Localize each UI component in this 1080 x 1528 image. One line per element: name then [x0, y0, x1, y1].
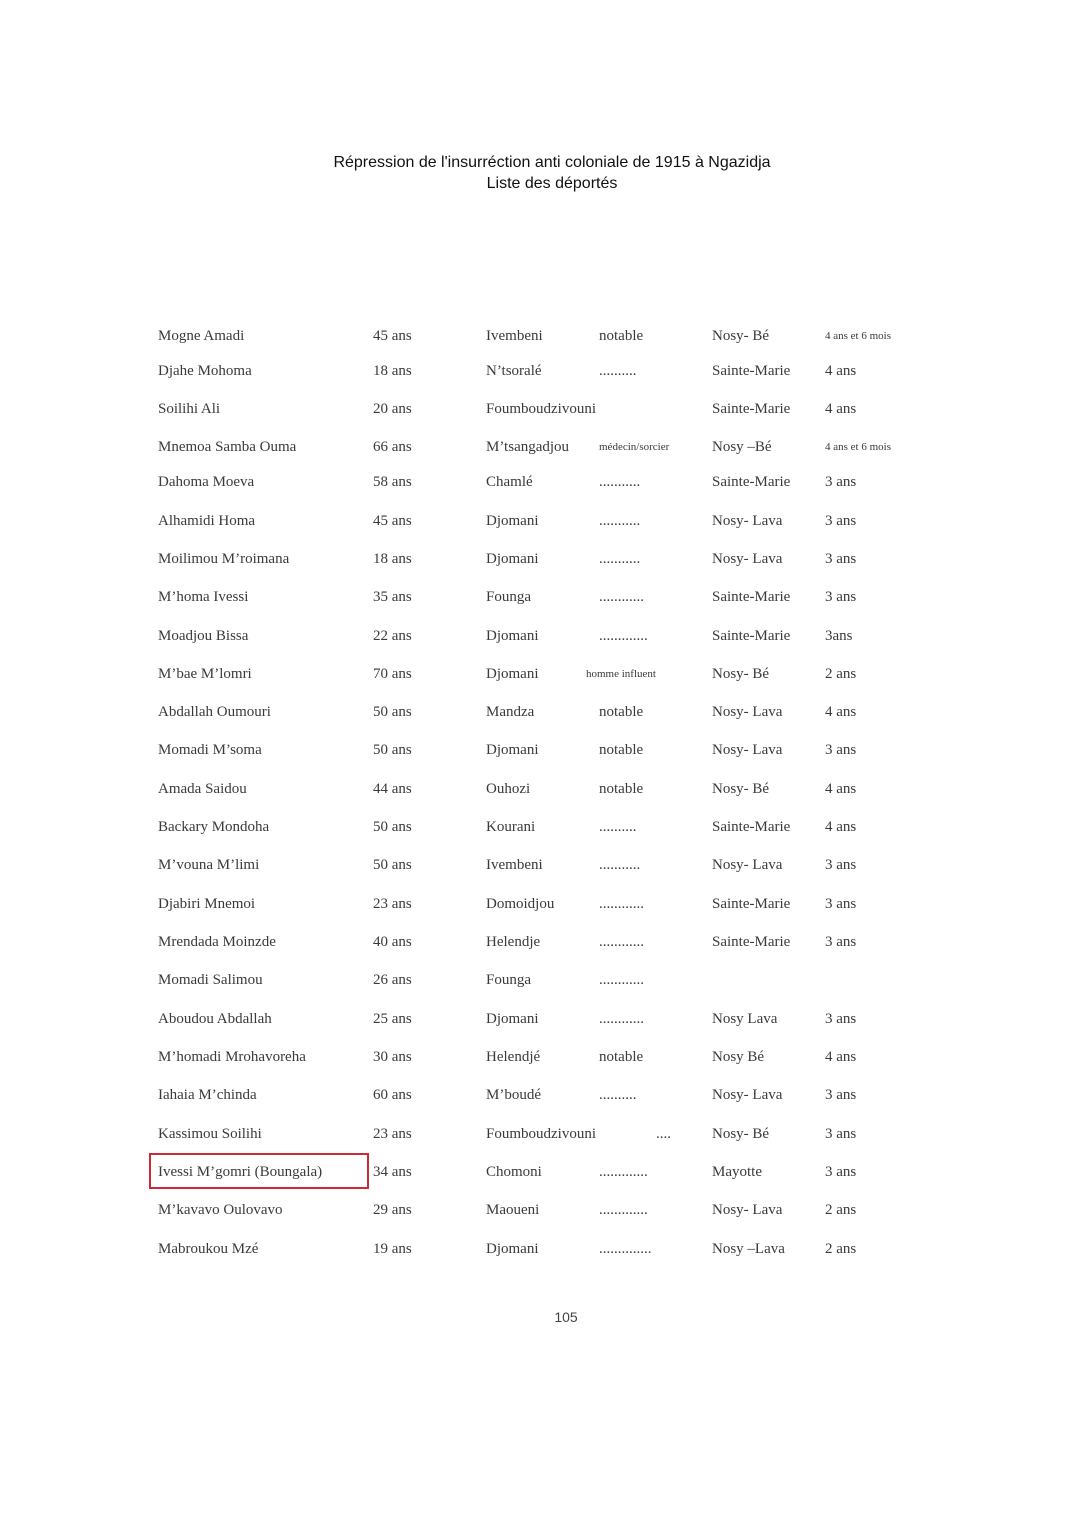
deportee-status: notable: [599, 781, 644, 797]
deportee-village: Ouhozi: [486, 781, 531, 797]
deportee-village: Djomani: [486, 628, 539, 644]
table-row: [0, 360, 1080, 382]
deportee-age: 22 ans: [373, 628, 412, 644]
table-row: [0, 663, 1080, 685]
deportee-village: N’tsoralé: [486, 363, 542, 379]
table-row: [0, 893, 1080, 915]
deportee-age: 25 ans: [373, 1011, 412, 1027]
deportee-term: 2 ans: [825, 666, 857, 682]
deportee-name: Backary Mondoha: [158, 819, 270, 835]
deportee-status: notable: [599, 1049, 644, 1065]
deportee-status: ....: [656, 1126, 671, 1142]
table-row: [0, 854, 1080, 876]
deportee-destination: Sainte-Marie: [712, 363, 791, 379]
deportee-age: 23 ans: [373, 896, 412, 912]
deportee-name: Momadi Salimou: [158, 972, 263, 988]
deportee-name: Soilihi Ali: [158, 401, 221, 417]
table-row: [0, 1046, 1080, 1068]
table-row: [0, 1238, 1080, 1260]
deportee-name: Amada Saidou: [158, 781, 247, 797]
deportee-status: ..........: [599, 819, 637, 835]
deportee-status: .............: [599, 1202, 648, 1218]
deportee-destination: Nosy- Bé: [712, 1126, 770, 1142]
deportee-destination: Nosy- Bé: [712, 328, 770, 344]
deportee-age: 26 ans: [373, 972, 412, 988]
deportee-destination: Sainte-Marie: [712, 819, 791, 835]
deportee-destination: Nosy- Lava: [712, 551, 783, 567]
deportee-village: M’boudé: [486, 1087, 541, 1103]
deportee-destination: Nosy Bé: [712, 1049, 765, 1065]
deportee-name: Dahoma Moeva: [158, 474, 255, 490]
deportee-age: 50 ans: [373, 819, 412, 835]
deportee-status: ..........: [599, 1087, 637, 1103]
table-row: [0, 398, 1080, 420]
deportee-status: notable: [599, 704, 644, 720]
table-row: [0, 548, 1080, 570]
deportee-destination: Sainte-Marie: [712, 589, 791, 605]
deportee-village: Helendjé: [486, 1049, 541, 1065]
deportee-village: Foumboudzivouni: [486, 1126, 597, 1142]
deportee-name: Ivessi M’gomri (Boungala): [158, 1164, 323, 1180]
deportee-term: 3 ans: [825, 857, 857, 873]
deportee-age: 29 ans: [373, 1202, 412, 1218]
deportee-village: Chamlé: [486, 474, 533, 490]
deportee-destination: Sainte-Marie: [712, 474, 791, 490]
header-subtitle: Liste des déportés: [486, 175, 618, 192]
deportee-village: Djomani: [486, 551, 539, 567]
header-title: Répression de l'insurréction anti coloniale de 1915 à Ngazidja: [333, 154, 771, 171]
deportee-name: Moadjou Bissa: [158, 628, 249, 644]
table-row: [0, 1123, 1080, 1145]
deportee-age: 34 ans: [373, 1164, 412, 1180]
deportee-age: 18 ans: [373, 551, 412, 567]
deportee-village: Founga: [486, 589, 531, 605]
deportee-age: 66 ans: [373, 439, 412, 455]
deportee-destination: Sainte-Marie: [712, 896, 791, 912]
deportee-name: Alhamidi Homa: [158, 513, 256, 529]
deportee-name: Kassimou Soilihi: [158, 1126, 262, 1142]
table-row: [0, 325, 1080, 347]
deportee-status: ............: [599, 589, 644, 605]
table-row: [0, 778, 1080, 800]
deportee-age: 23 ans: [373, 1126, 412, 1142]
deportee-age: 20 ans: [373, 401, 412, 417]
deportee-age: 19 ans: [373, 1241, 412, 1257]
deportee-village: Maoueni: [486, 1202, 540, 1218]
deportee-name: Iahaia M’chinda: [158, 1087, 257, 1103]
deportee-age: 40 ans: [373, 934, 412, 950]
deportee-status: ............: [599, 972, 644, 988]
deportee-status: ...........: [599, 513, 641, 529]
table-row: [0, 586, 1080, 608]
deportee-name: Mnemoa Samba Ouma: [158, 439, 297, 455]
deportee-status: ...........: [599, 474, 641, 490]
deportee-destination: Mayotte: [712, 1164, 762, 1180]
deportee-village: Helendje: [486, 934, 541, 950]
deportee-name: M’homadi Mrohavoreha: [158, 1049, 306, 1065]
deportee-term: 3 ans: [825, 589, 857, 605]
deportee-status: ............: [599, 934, 644, 950]
deportee-status: ..............: [599, 1241, 652, 1257]
deportee-name: M’homa Ivessi: [158, 589, 249, 605]
deportee-status: ...........: [599, 551, 641, 567]
deportee-age: 50 ans: [373, 704, 412, 720]
deportee-age: 45 ans: [373, 513, 412, 529]
table-row: [0, 969, 1080, 991]
deportee-term: 4 ans: [825, 363, 857, 379]
deportee-destination: Sainte-Marie: [712, 628, 791, 644]
deportee-destination: Nosy- Lava: [712, 1202, 783, 1218]
deportee-status: .............: [599, 628, 648, 644]
deportee-age: 45 ans: [373, 328, 412, 344]
deportee-village: Chomoni: [486, 1164, 542, 1180]
deportee-name: Moilimou M’roimana: [158, 551, 290, 567]
table-row: [0, 471, 1080, 493]
deportee-name: M’kavavo Oulovavo: [158, 1202, 283, 1218]
deportee-term: 3ans: [825, 628, 853, 644]
deportee-village: Djomani: [486, 513, 539, 529]
deportee-village: M’tsangadjou: [486, 439, 570, 455]
page-number: 105: [554, 1309, 578, 1325]
deportee-age: 18 ans: [373, 363, 412, 379]
table-row: [0, 1008, 1080, 1030]
deportee-age: 35 ans: [373, 589, 412, 605]
deportee-village: Foumboudzivouni: [486, 401, 597, 417]
deportee-destination: Sainte-Marie: [712, 934, 791, 950]
table-row: [0, 816, 1080, 838]
deportee-name: Djabiri Mnemoi: [158, 896, 256, 912]
deportee-term: 3 ans: [825, 1164, 857, 1180]
deportee-term: 2 ans: [825, 1241, 857, 1257]
table-row: [0, 436, 1080, 458]
deportee-name: Djahe Mohoma: [158, 363, 252, 379]
deportee-name: Mrendada Moinzde: [158, 934, 276, 950]
deportee-term: 3 ans: [825, 742, 857, 758]
deportee-destination: Nosy- Lava: [712, 1087, 783, 1103]
deportee-destination: Nosy- Bé: [712, 781, 770, 797]
deportee-status: ............: [599, 1011, 644, 1027]
deportee-term: 3 ans: [825, 513, 857, 529]
deportee-term: 4 ans: [825, 1049, 857, 1065]
deportee-name: M’bae M’lomri: [158, 666, 252, 682]
deportee-village: Founga: [486, 972, 531, 988]
deportee-age: 50 ans: [373, 742, 412, 758]
table-row: [0, 931, 1080, 953]
deportee-term: 3 ans: [825, 1126, 857, 1142]
deportee-status: notable: [599, 742, 644, 758]
table-row: [0, 625, 1080, 647]
deportee-term: 4 ans et 6 mois: [825, 441, 891, 453]
deportee-village: Ivembeni: [486, 857, 543, 873]
deportee-village: Domoidjou: [486, 896, 555, 912]
deportee-destination: Nosy- Lava: [712, 513, 783, 529]
deportee-age: 44 ans: [373, 781, 412, 797]
deportee-name: Mabroukou Mzé: [158, 1241, 259, 1257]
deportee-status: .............: [599, 1164, 648, 1180]
deportee-age: 30 ans: [373, 1049, 412, 1065]
deportee-village: Djomani: [486, 666, 539, 682]
deportee-age: 50 ans: [373, 857, 412, 873]
deportee-village: Mandza: [486, 704, 535, 720]
deportee-name: Momadi M’soma: [158, 742, 262, 758]
deportee-destination: Nosy- Lava: [712, 742, 783, 758]
deportee-village: Djomani: [486, 1011, 539, 1027]
deportee-name: Mogne Amadi: [158, 328, 245, 344]
deportee-status: notable: [599, 328, 644, 344]
deportee-term: 4 ans: [825, 819, 857, 835]
deportee-status: ..........: [599, 363, 637, 379]
deportee-term: 3 ans: [825, 551, 857, 567]
deportee-village: Ivembeni: [486, 328, 543, 344]
table-row: [0, 1199, 1080, 1221]
deportee-age: 58 ans: [373, 474, 412, 490]
deportee-destination: Nosy- Bé: [712, 666, 770, 682]
deportee-destination: Nosy- Lava: [712, 704, 783, 720]
table-row: [0, 739, 1080, 761]
deportee-status: médecin/sorcier: [599, 441, 670, 453]
deportee-term: 4 ans: [825, 781, 857, 797]
table-row: [0, 510, 1080, 532]
deportee-village: Djomani: [486, 742, 539, 758]
highlight-box: [149, 1153, 369, 1189]
deportee-name: M’vouna M’limi: [158, 857, 260, 873]
deportee-status: ............: [599, 896, 644, 912]
deportee-destination: Sainte-Marie: [712, 401, 791, 417]
deportee-destination: Nosy Lava: [712, 1011, 778, 1027]
deportee-term: 4 ans: [825, 401, 857, 417]
deportee-status: ...........: [599, 857, 641, 873]
deportee-village: Kourani: [486, 819, 536, 835]
deportee-name: Abdallah Oumouri: [158, 704, 271, 720]
deportee-term: 2 ans: [825, 1202, 857, 1218]
table-row: [0, 1084, 1080, 1106]
deportee-age: 60 ans: [373, 1087, 412, 1103]
deportee-term: 4 ans et 6 mois: [825, 330, 891, 342]
deportee-name: Aboudou Abdallah: [158, 1011, 272, 1027]
deportee-status: homme influent: [586, 668, 656, 680]
deportee-destination: Nosy- Lava: [712, 857, 783, 873]
deportee-term: 3 ans: [825, 474, 857, 490]
deportee-term: 3 ans: [825, 1011, 857, 1027]
deportee-term: 4 ans: [825, 704, 857, 720]
deportee-term: 3 ans: [825, 896, 857, 912]
deportee-term: 3 ans: [825, 1087, 857, 1103]
table-row: [0, 701, 1080, 723]
deportee-age: 70 ans: [373, 666, 412, 682]
deportee-destination: Nosy –Lava: [712, 1241, 785, 1257]
deportee-term: 3 ans: [825, 934, 857, 950]
deportee-village: Djomani: [486, 1241, 539, 1257]
deportee-destination: Nosy –Bé: [712, 439, 772, 455]
